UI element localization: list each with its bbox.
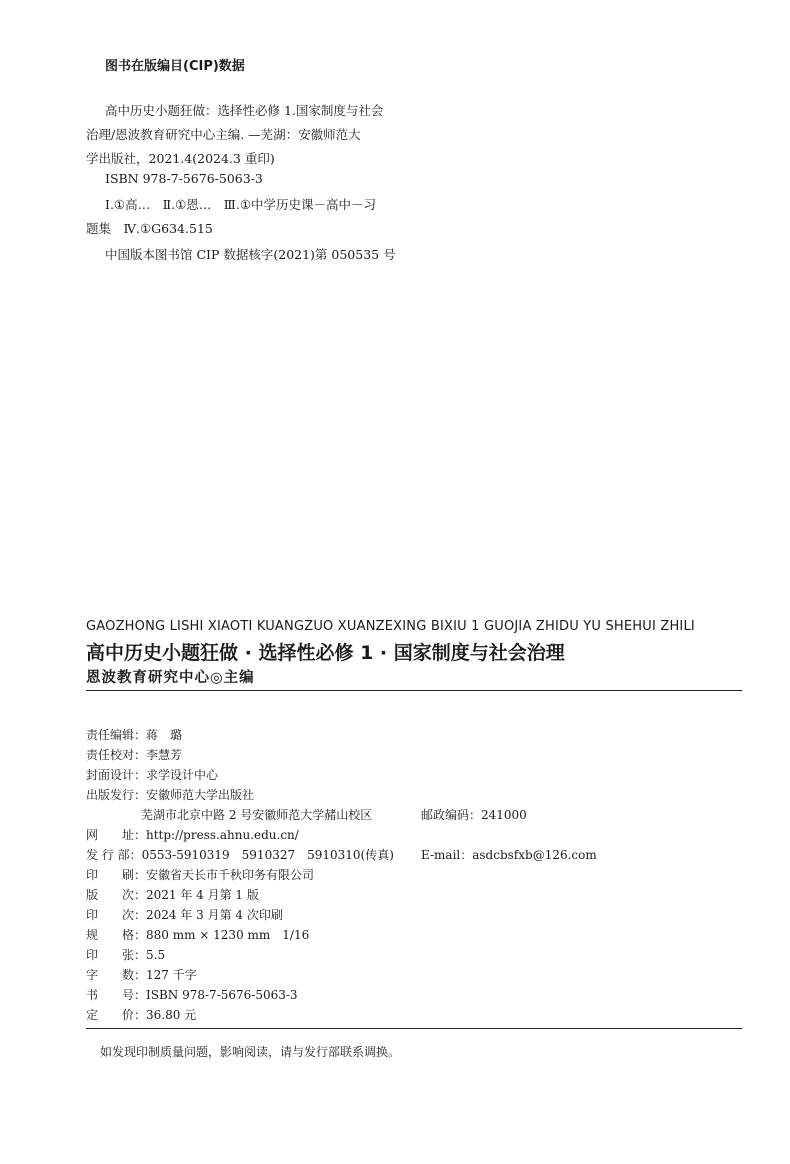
cip-line-4: ISBN 978-7-5676-5063-3 [105, 171, 263, 186]
info-responsible-editor: 责任编辑：蒋 璐 [86, 728, 183, 742]
info-address: 芜湖市北京中路 2 号安徽师范大学赭山校区 [141, 808, 373, 822]
cip-line-2: 治理/恩波教育研究中心主编. —芜湖：安徽师范大 [86, 127, 361, 142]
info-printer: 印 刷：安徽省天长市千秋印务有限公司 [86, 868, 315, 882]
info-sheets: 印 张：5.5 [86, 948, 166, 962]
cip-heading: 图书在版编目(CIP)数据 [105, 59, 245, 74]
cip-line-1: 高中历史小题狂做：选择性必修 1.国家制度与社会 [105, 103, 384, 118]
book-title-pinyin: GAOZHONG LISHI XIAOTI KUANGZUO XUANZEXING BIXIU 1 GUOJIA ZHIDU YU SHEHUI ZHILI [86, 619, 695, 634]
info-cover-design: 封面设计：求学设计中心 [86, 768, 219, 782]
cip-line-7: 中国版本图书馆 CIP 数据核字(2021)第 050535 号 [105, 247, 396, 262]
cip-line-5: Ⅰ.①高… Ⅱ.①恩… Ⅲ.①中学历史课－高中－习 [105, 197, 377, 212]
info-price: 定 价：36.80 元 [86, 1008, 197, 1022]
info-website: 网 址：http://press.ahnu.edu.cn/ [86, 828, 299, 842]
top-divider [86, 690, 742, 691]
info-format: 规 格：880 mm × 1230 mm 1/16 [86, 928, 310, 942]
info-printing: 印 次：2024 年 3 月第 4 次印刷 [86, 908, 283, 922]
info-sales-dept: 发 行 部：0553-5910319 5910327 5910310(传真) [86, 848, 394, 862]
info-isbn: 书 号：ISBN 978-7-5676-5063-3 [86, 988, 298, 1002]
cip-line-3: 学出版社，2021.4(2024.3 重印) [86, 151, 275, 166]
info-email: E-mail：asdcbsfxb@126.com [421, 848, 597, 862]
info-edition: 版 次：2021 年 4 月第 1 版 [86, 888, 259, 902]
info-proofreader: 责任校对：李慧芳 [86, 748, 183, 762]
bottom-divider [86, 1028, 742, 1029]
info-word-count: 字 数：127 千字 [86, 968, 197, 982]
info-publisher: 出版发行：安徽师范大学出版社 [86, 788, 255, 802]
quality-notice: 如发现印制质量问题，影响阅读，请与发行部联系调换。 [100, 1045, 401, 1059]
book-title: 高中历史小题狂做 · 选择性必修 1 · 国家制度与社会治理 [86, 642, 565, 664]
cip-line-6: 题集 Ⅳ.①G634.515 [86, 221, 213, 236]
info-postcode: 邮政编码：241000 [421, 808, 527, 822]
book-editor: 恩波教育研究中心◎主编 [86, 669, 255, 686]
